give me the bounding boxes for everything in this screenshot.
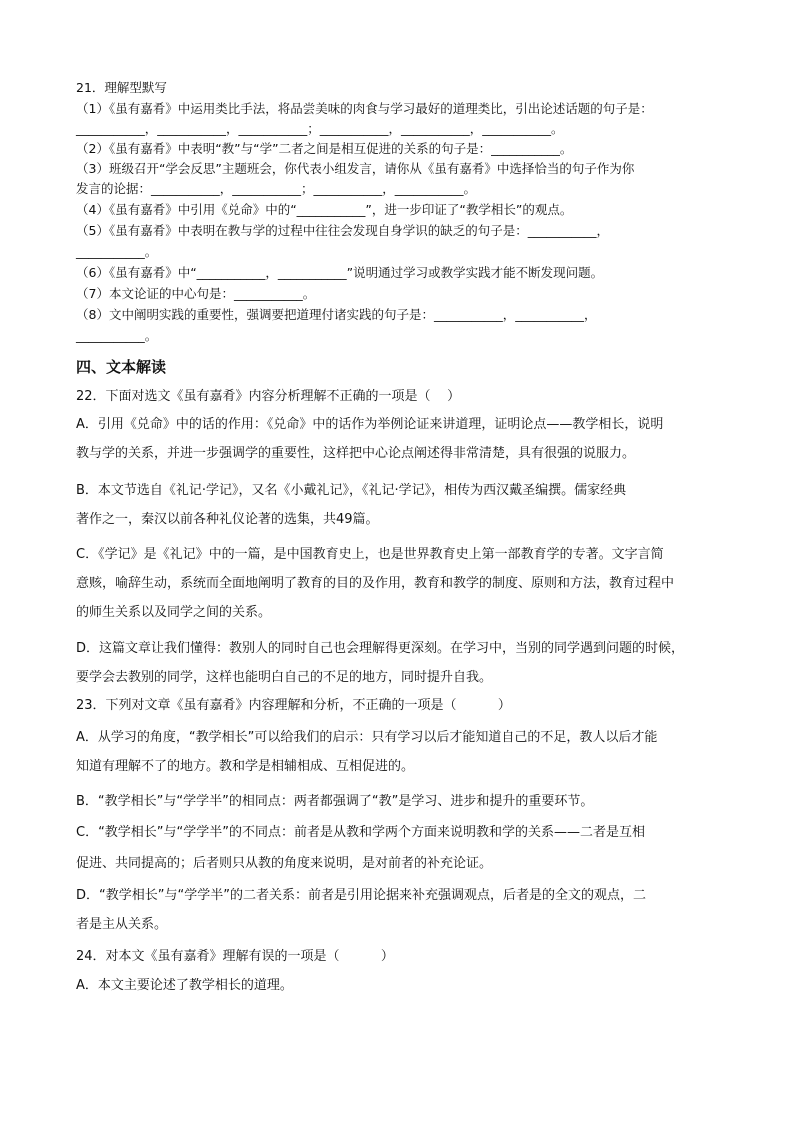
q21-line: （7）本文论证的中心句是：___________。 (76, 286, 316, 301)
q22-option-c: 意赅，喻辞生动，系统而全面地阐明了教育的目的及作用，教育和教学的制度、原则和方法，教育过程中 (76, 576, 675, 591)
q22-option-a: A．引用《兑命》中的话的作用：《兑命》中的话作为举例论证来讲道理，证明论点——教学相长，说明 (76, 417, 664, 432)
q22-option-b: B．本文节选自《礼记·学记》，又名《小戴礼记》，《礼记·学记》，相传为西汉戴圣编撰。儒家经典 (76, 483, 627, 498)
q23-option-d: D．“教学相长”与“学学半”的二者关系：前者是引用论据来补充强调观点，后者是的全文的观点，二 (76, 888, 646, 903)
q23-option-c: C．“教学相长”与“学学半”的不同点：前者是从教和学两个方面来说明教和学的关系——二者是互相 (76, 825, 646, 840)
q22-stem: 22．下面对选文《虽有嘉肴》内容分析理解不正确的一项是（ ） (76, 389, 461, 404)
q22-option-d: D．这篇文章让我们懂得：教别人的同时自己也会理解得更深刻。在学习中，当别的同学遇到问题的时候， (76, 641, 685, 656)
q21-line: （2）《虽有嘉肴》中表明“教”与“学”二者之间是相互促进的关系的句子是：___________。 (76, 141, 573, 156)
q23-option-b: B．“教学相长”与“学学半”的相同点：两者都强调了“教”是学习、进步和提升的重要环节。 (76, 794, 594, 809)
q23-option-d: 者是主从关系。 (76, 917, 168, 932)
q21-line: ___________。 (76, 328, 158, 343)
q22-option-c: 的师生关系以及同学之间的关系。 (76, 605, 272, 620)
q23-stem: 23．下列对文章《虽有嘉肴》内容理解和分析，不正确的一项是（ ） (76, 698, 511, 713)
q21-line: （4）《虽有嘉肴》中引用《兑命》中的“___________”，进一步印证了“教学相长”的观点。 (76, 202, 573, 217)
section-heading: 四、文本解读 (76, 358, 167, 376)
q21-line: 发言的论据：___________，___________；___________，___________。 (76, 181, 477, 196)
q21-line: （1）《虽有嘉肴》中运用类比手法，将品尝美味的肉食与学习最好的道理类比，引出论述话题的句子是： (76, 101, 653, 116)
q22-option-a: 教与学的关系，并进一步强调学的重要性，这样把中心论点阐述得非常清楚，具有很强的说服力。 (76, 446, 636, 461)
q23-option-c: 促进、共同提高的；后者则只从教的角度来说明，是对前者的补充论证。 (76, 856, 493, 871)
q21-line: （6）《虽有嘉肴》中“___________，___________”说明通过学习或教学实践才能不断发现问题。 (76, 265, 604, 280)
q21-title: 21．理解型默写 (76, 80, 167, 95)
q23-option-a: 知道有理解不了的地方。教和学是相辅相成、互相促进的。 (76, 759, 415, 774)
q21-line: （3）班级召开“学会反思”主题班会，你代表小组发言，请你从《虽有嘉肴》中选择恰当的句子作为你 (76, 161, 635, 176)
q23-option-a: A．从学习的角度，“教学相长”可以给我们的启示：只有学习以后才能知道自己的不足，教人以后才能 (76, 730, 658, 745)
q22-option-b: 著作之一，秦汉以前各种礼仪论著的选集，共49篇。 (76, 512, 379, 527)
q22-option-d: 要学会去教别的同学，这样也能明白自己的不足的地方，同时提升自我。 (76, 670, 493, 685)
q24-stem: 24．对本文《虽有嘉肴》理解有误的一项是（ ） (76, 949, 394, 964)
q21-line: （5）《虽有嘉肴》中表明在教与学的过程中往往会发现自身学识的缺乏的句子是：___________， (76, 223, 609, 238)
q21-line: （8）文中阐明实践的重要性，强调要把道理付诸实践的句子是：___________，___________， (76, 307, 597, 322)
q21-line: ___________。 (76, 244, 158, 259)
q21-line: ___________，___________，___________；___________，___________，___________。 (76, 121, 564, 136)
q22-option-c: C．《学记》是《礼记》中的一篇，是中国教育史上，也是世界教育史上第一部教育学的专著。文字言简 (76, 547, 664, 562)
q24-option-a: A．本文主要论述了教学相长的道理。 (76, 978, 293, 993)
